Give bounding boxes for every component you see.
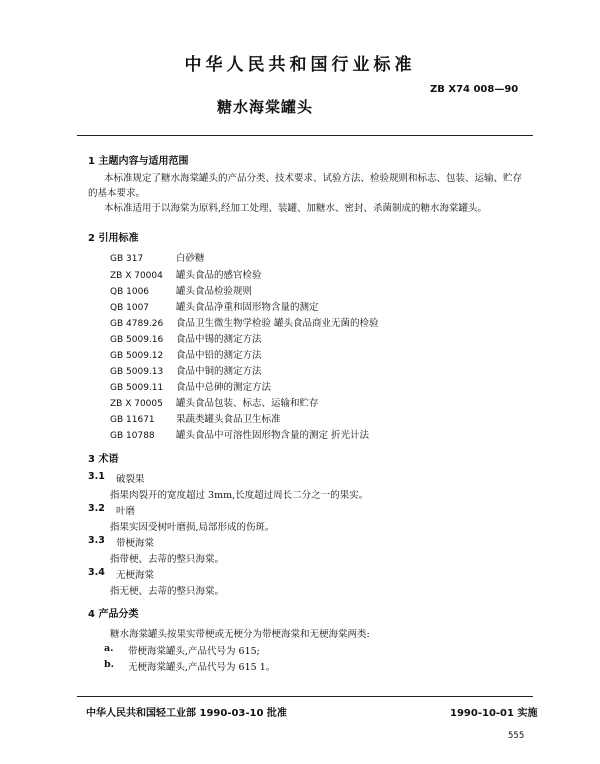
reference-title: 罐头食品检验规则	[176, 286, 253, 297]
reference-item	[110, 283, 252, 297]
section-2-heading: 2 引用标准	[88, 233, 139, 244]
term-number: 3.2	[88, 503, 105, 514]
reference-item	[110, 427, 369, 441]
term-definition: 指带梗、去蒂的整只海棠。	[110, 554, 225, 565]
reference-code: GB 11671	[110, 415, 155, 425]
reference-title: 果蔬类罐头食品卫生标准	[176, 414, 281, 425]
reference-code: GB 10788	[110, 431, 155, 441]
term-name: 带梗海棠	[116, 538, 155, 549]
reference-item	[110, 267, 262, 281]
reference-title: 罐头食品包装、标志、运输和贮存	[176, 398, 319, 409]
list-item-text: 带梗海棠罐头,产品代号为 615;	[128, 646, 260, 657]
reference-item	[110, 395, 319, 409]
reference-code: GB 5009.13	[110, 367, 164, 377]
list-item-label: a.	[104, 643, 114, 654]
reference-title: 食品中总砷的测定方法	[176, 382, 272, 393]
term-definition: 指无梗、去蒂的整只海棠。	[110, 586, 225, 597]
reference-title: 食品卫生微生物学检验 罐头食品商业无菌的检验	[176, 318, 379, 329]
reference-title: 白砂糖	[176, 253, 205, 264]
header-rule	[77, 135, 533, 136]
reference-item	[110, 379, 271, 393]
reference-code: ZB X 70004	[110, 271, 163, 281]
term-name: 破裂果	[116, 474, 145, 485]
term-name: 无梗海棠	[116, 570, 155, 581]
term-definition: 指果肉裂开的宽度超过 3mm,长度超过周长二分之一的果实。	[110, 490, 369, 501]
section-1-heading: 1 主题内容与适用范围	[88, 156, 189, 167]
term-definition: 指果实因受树叶磨损,局部形成的伤斑。	[110, 522, 275, 533]
reference-code: QB 1007	[110, 303, 150, 313]
reference-code: GB 5009.12	[110, 351, 164, 361]
standard-code: ZB X74 008—90	[430, 84, 519, 95]
reference-title: 罐头食品中可溶性固形物含量的测定 折光计法	[176, 430, 370, 441]
reference-title: 罐头食品的感官检验	[176, 270, 262, 281]
section-1-paragraph-2: 本标准适用于以海棠为原料,经加工处理、装罐、加糖水、密封、杀菌制成的糖水海棠罐头。	[104, 203, 488, 214]
term-number: 3.1	[88, 471, 105, 482]
standard-category-title: 中华人民共和国行业标准	[184, 55, 416, 75]
reference-code: GB 317	[110, 254, 144, 264]
list-item-label: b.	[104, 659, 114, 670]
reference-item	[110, 363, 262, 377]
reference-code: GB 5009.16	[110, 335, 164, 345]
reference-item	[110, 315, 379, 329]
reference-item	[110, 331, 262, 345]
section-1-paragraph-1: 本标准规定了糖水海棠罐头的产品分类、技术要求、试验方法、检验规则和标志、包装、运输、贮存的基本要求。	[88, 173, 523, 199]
reference-code: GB 4789.26	[110, 319, 164, 329]
reference-title: 罐头食品净重和固形物含量的测定	[176, 302, 319, 313]
term-number: 3.3	[88, 535, 105, 546]
section-3-heading: 3 术语	[88, 454, 119, 465]
approval-info: 中华人民共和国轻工业部 1990-03-10 批准	[86, 708, 287, 719]
document-title: 糖水海棠罐头	[217, 98, 314, 116]
reference-title: 食品中锡的测定方法	[176, 334, 262, 345]
section-1-body	[88, 171, 528, 216]
term-name: 叶磨	[116, 506, 136, 517]
reference-item	[110, 250, 205, 264]
section-4-heading: 4 产品分类	[88, 609, 139, 620]
reference-title: 食品中铜的测定方法	[176, 366, 262, 377]
reference-item	[110, 347, 262, 361]
term-number: 3.4	[88, 567, 105, 578]
section-4-intro: 糖水海棠罐头按果实带梗或无梗分为带梗海棠和无梗海棠两类:	[110, 629, 370, 640]
reference-item	[110, 411, 281, 425]
page-number: 555	[508, 731, 525, 741]
footer-rule	[77, 696, 533, 697]
reference-item	[110, 299, 319, 313]
reference-title: 食品中铅的测定方法	[176, 350, 262, 361]
list-item-text: 无梗海棠罐头,产品代号为 615 1。	[128, 662, 276, 673]
reference-code: QB 1006	[110, 287, 150, 297]
reference-code: ZB X 70005	[110, 399, 163, 409]
reference-code: GB 5009.11	[110, 383, 164, 393]
implementation-date: 1990-10-01 实施	[450, 708, 538, 719]
